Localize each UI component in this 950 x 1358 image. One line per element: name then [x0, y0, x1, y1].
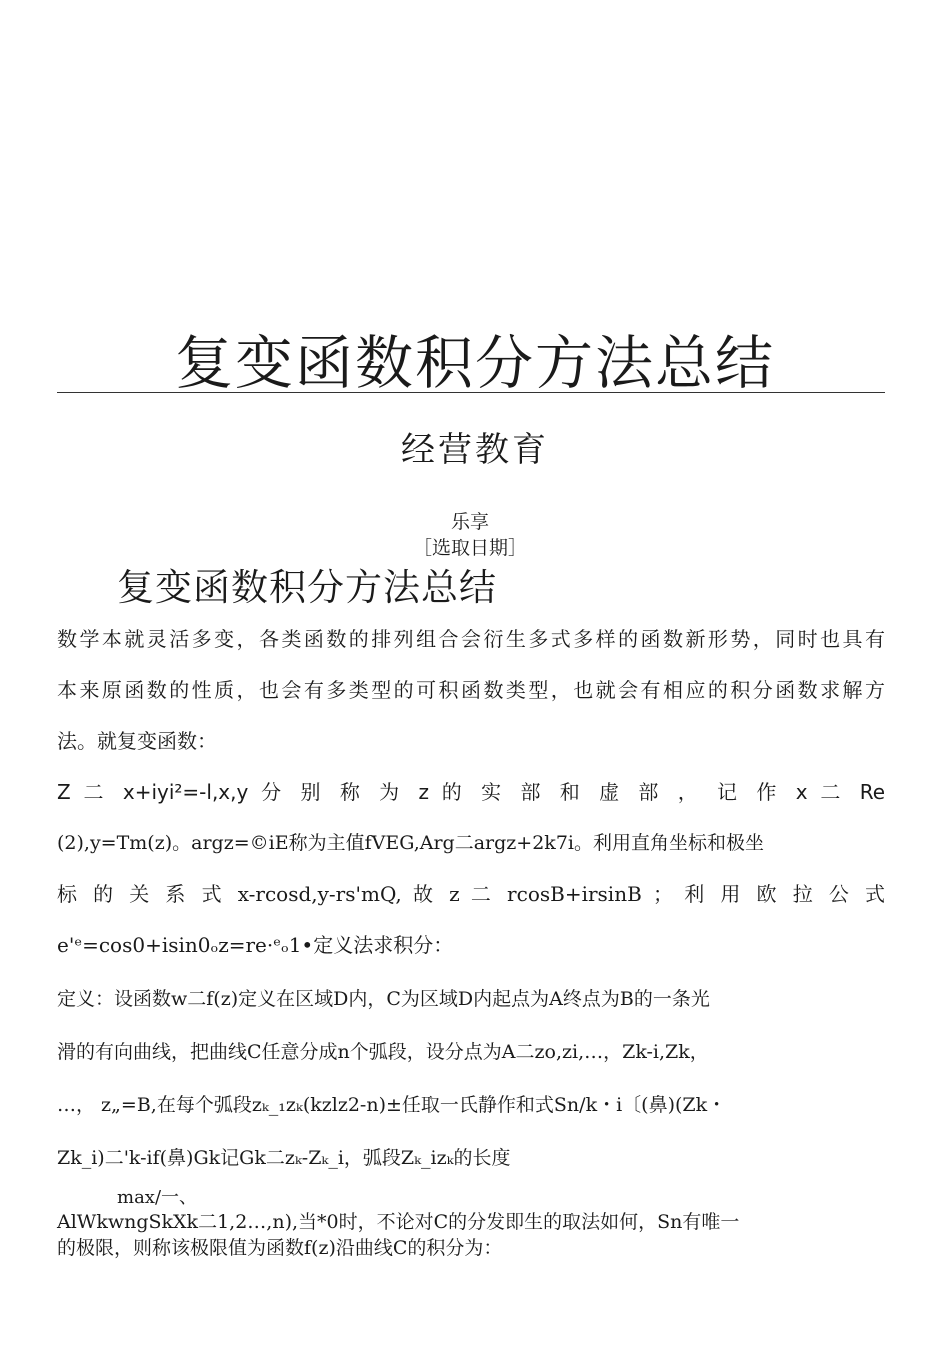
- document-author: 乐享: [450, 511, 489, 533]
- formula-max-label: max/一、: [117, 1187, 198, 1208]
- body-line-13: 的极限，则称该极限值为函数f(z)沿曲线C的积分为：: [57, 1237, 503, 1259]
- body-line-2: 本来原函数的性质，也会有多类型的可积函数类型，也就会有相应的积分函数求解方: [57, 678, 885, 702]
- body-line-12: AlWkwngSkXk二1,2…,n),当*0时，不论对C的分发即生的取法如何，Sn有唯一: [57, 1211, 740, 1233]
- body-line-1: 数学本就灵活多变，各类函数的排列组合会衍生多式多样的函数新形势，同时也具有: [57, 627, 885, 651]
- body-line-10: …， z„=B,在每个弧段zₖ_₁zₖ(kzlz2-n)±任取一氏静作和式Sn/k・i〔(鼻)(Zk・: [57, 1094, 727, 1116]
- document-subtitle: 经营教育: [401, 430, 549, 470]
- section-heading: 复变函数积分方法总结: [117, 566, 497, 609]
- body-line-9: 滑的有向曲线，把曲线C任意分成n个弧段，设分点为A二zo,zi,…，Zk-i,Zk，: [57, 1041, 709, 1063]
- body-line-6: 标 的 关 系 式 x-rcosd,y-rs'mQ, 故 z 二 rcosB+irsinB ； 利 用 欧 拉 公 式: [57, 882, 885, 906]
- body-line-3: 法。就复变函数：: [57, 729, 217, 753]
- title-divider: [57, 392, 885, 393]
- body-line-11: Zk_i)二'k-if(鼻)Gk记Gk二zₖ-Zₖ_i，弧段Zₖ_izₖ的长度: [57, 1147, 511, 1169]
- body-line-7: e'ᵉ=cos0+isin0ₒz=re·ᵉₒ1•定义法求积分：: [57, 933, 454, 957]
- document-title: 复变函数积分方法总结: [174, 329, 775, 397]
- body-line-5: (2),y=Tm(z)。argz=©iE称为主值fVEG,Arg二argz+2k7i。利用直角坐标和极坐: [57, 832, 764, 854]
- document-date: ［选取日期］: [412, 537, 527, 559]
- body-line-8: 定义：设函数w二f(z)定义在区域D内，C为区域D内起点为A终点为B的一条光: [57, 988, 710, 1010]
- body-line-4: Z 二 x+iyi²=-l,x,y 分 别 称 为 z 的 实 部 和 虚 部 ， 记 作 x 二 Re: [57, 780, 885, 804]
